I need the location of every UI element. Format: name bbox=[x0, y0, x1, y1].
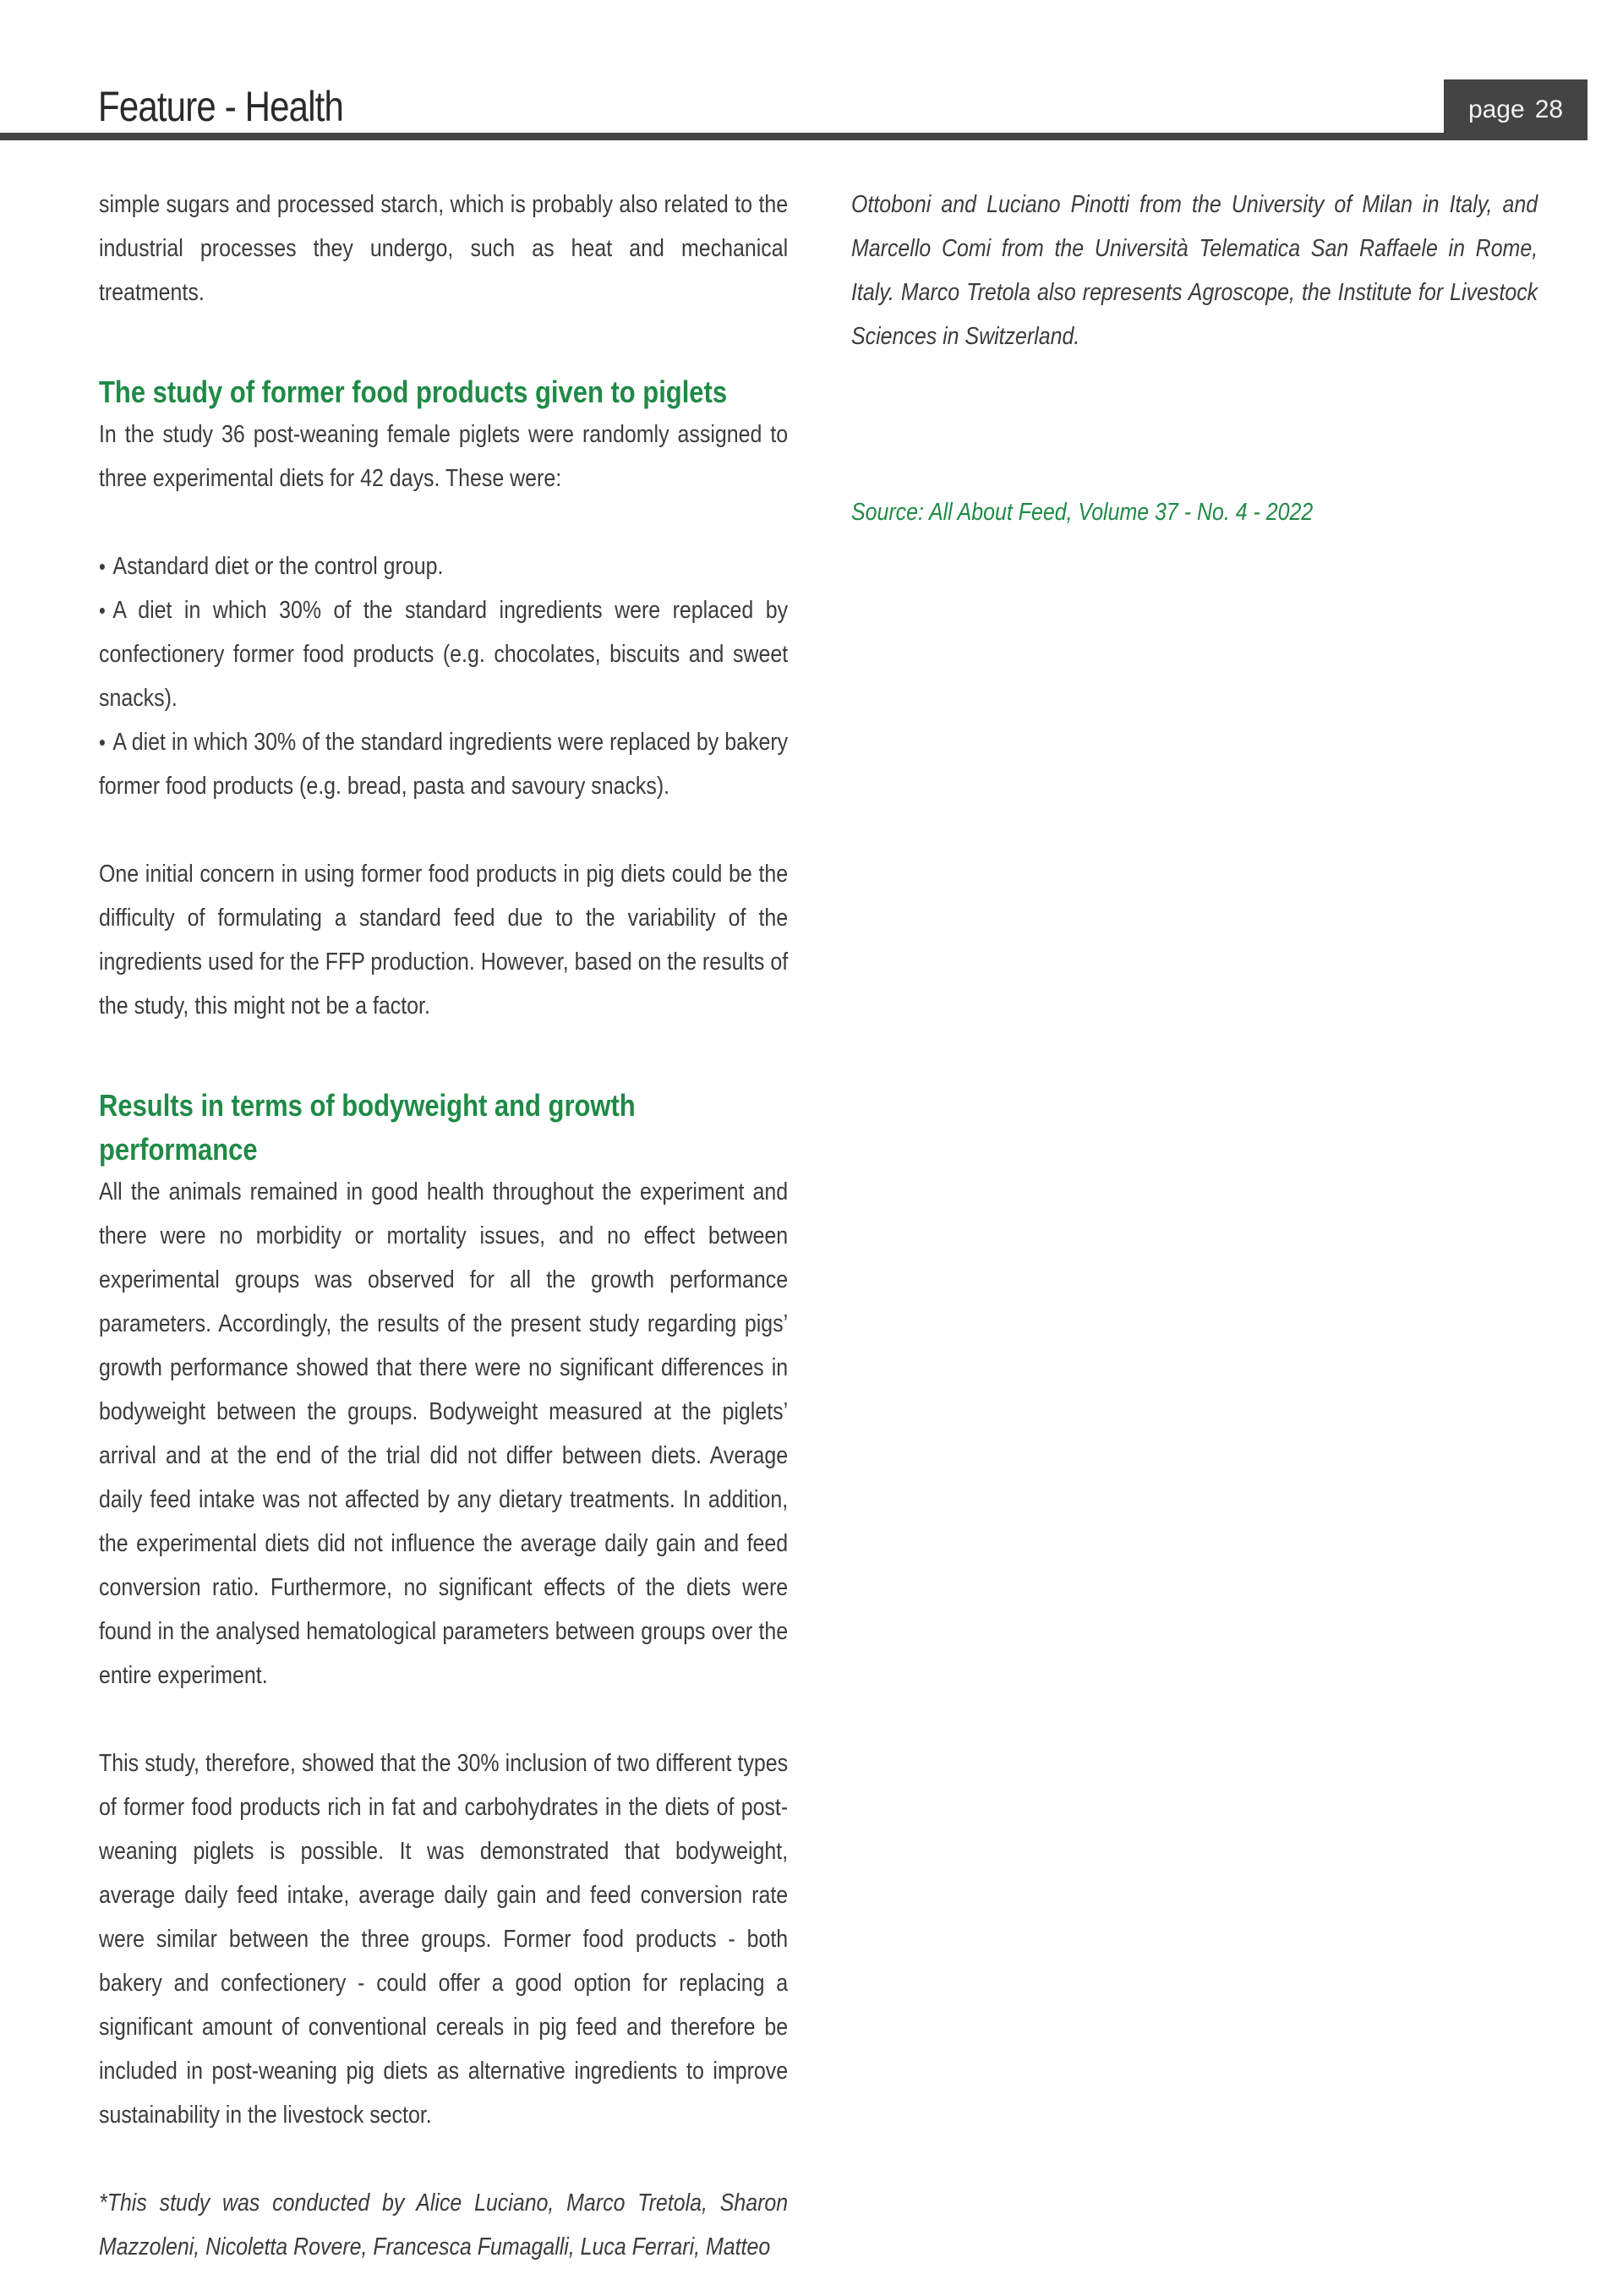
bullet-text: A diet in which 30% of the standard ingredients were replaced by bakery former food products (e.g. bread, pasta and savoury snacks). bbox=[99, 729, 789, 800]
page-header bbox=[0, 0, 1623, 144]
left-column bbox=[99, 183, 788, 2269]
study-paragraph: In the study 36 post-weaning female piglets were randomly assigned to three experimental diets for 42 days. These were: bbox=[99, 421, 789, 492]
bullet-dot-icon: • bbox=[99, 598, 106, 623]
conclusion-paragraph: This study, therefore, showed that the 30% inclusion of two different types of former food products rich in fat and carbohydrates in the diets of post-weaning piglets is possible. It was demonstrated that bodyweight, average daily feed intake, average daily gain and feed conversion rate were similar between the three groups. Former food products - both bakery and confectionery - could offer a good option for replacing a significant amount of conventional cereals in pig feed and therefore be included in post-weaning pig diets as alternative ingredients to improve sustainability in the livestock sector. bbox=[99, 1750, 789, 2129]
bullet-dot-icon: • bbox=[99, 730, 106, 755]
spacer bbox=[99, 1028, 788, 1072]
spacer bbox=[99, 808, 788, 852]
credits-continued: Ottoboni and Luciano Pinotti from the University of Milan in Italy, and Marcello Comi from the Università Telematica San Raffaele in Rome, Italy. Marco Tretola also represents Agroscope, the Institute for Livestock Sciences in Switzerland. bbox=[851, 191, 1538, 350]
spacer bbox=[99, 314, 788, 358]
bullet-dot-icon: • bbox=[99, 554, 106, 579]
credits-start: *This study was conducted by Alice Luciano, Marco Tretola, Sharon Mazzoleni, Nicoletta Rovere, Francesca Fumagalli, Luca Ferrari, Matteo bbox=[99, 2189, 789, 2260]
intro-paragraph: simple sugars and processed starch, which is probably also related to the industrial processes they undergo, such as heat and mechanical treatments. bbox=[99, 191, 789, 306]
results-paragraph: All the animals remained in good health throughout the experiment and there were no morbidity or mortality issues, and no effect between experimental groups was observed for all the growth performance parameters. Accordingly, the results of the present study regarding pigs’ growth performance showed that there were no significant differences in bodyweight between the groups. Bodyweight measured at the piglets’ arrival and at the end of the trial did not differ between diets. Average daily feed intake was not affected by any dietary treatments. In addition, the experimental diets did not influence the average daily gain and feed conversion ratio. Furthermore, no significant effects of the diets were found in the analysed hematological parameters between groups over the entire experiment. bbox=[99, 1178, 789, 1689]
concern-paragraph: One initial concern in using former food products in pig diets could be the difficulty of formulating a standard feed due to the variability of the ingredients used for the FFP production. However, based on the results of the study, this might not be a factor. bbox=[99, 861, 789, 1020]
spacer bbox=[99, 500, 788, 544]
spacer bbox=[99, 2137, 788, 2181]
right-column bbox=[851, 183, 1538, 534]
bullet-list bbox=[99, 544, 788, 808]
page-label: page bbox=[1467, 96, 1525, 123]
section-title: Feature - Health bbox=[98, 83, 344, 130]
bullet-item bbox=[99, 544, 788, 588]
bullet-item bbox=[99, 720, 788, 808]
spacer bbox=[99, 1697, 788, 1741]
page-number: 28 bbox=[1534, 96, 1564, 123]
page-number-tab bbox=[1444, 79, 1587, 140]
bullet-item bbox=[99, 588, 788, 720]
header-rule bbox=[0, 133, 1587, 140]
source-citation: Source: All About Feed, Volume 37 - No. 4 - 2022 bbox=[851, 499, 1314, 526]
bullet-text: Astandard diet or the control group. bbox=[112, 553, 444, 580]
heading-results: Results in terms of bodyweight and growth performance bbox=[99, 1088, 636, 1167]
heading-study: The study of former food products given to piglets bbox=[99, 374, 728, 409]
spacer bbox=[851, 358, 1538, 490]
bullet-text: A diet in which 30% of the standard ingredients were replaced by confectionery former food products (e.g. chocolates, biscuits and sweet snacks). bbox=[99, 597, 789, 712]
